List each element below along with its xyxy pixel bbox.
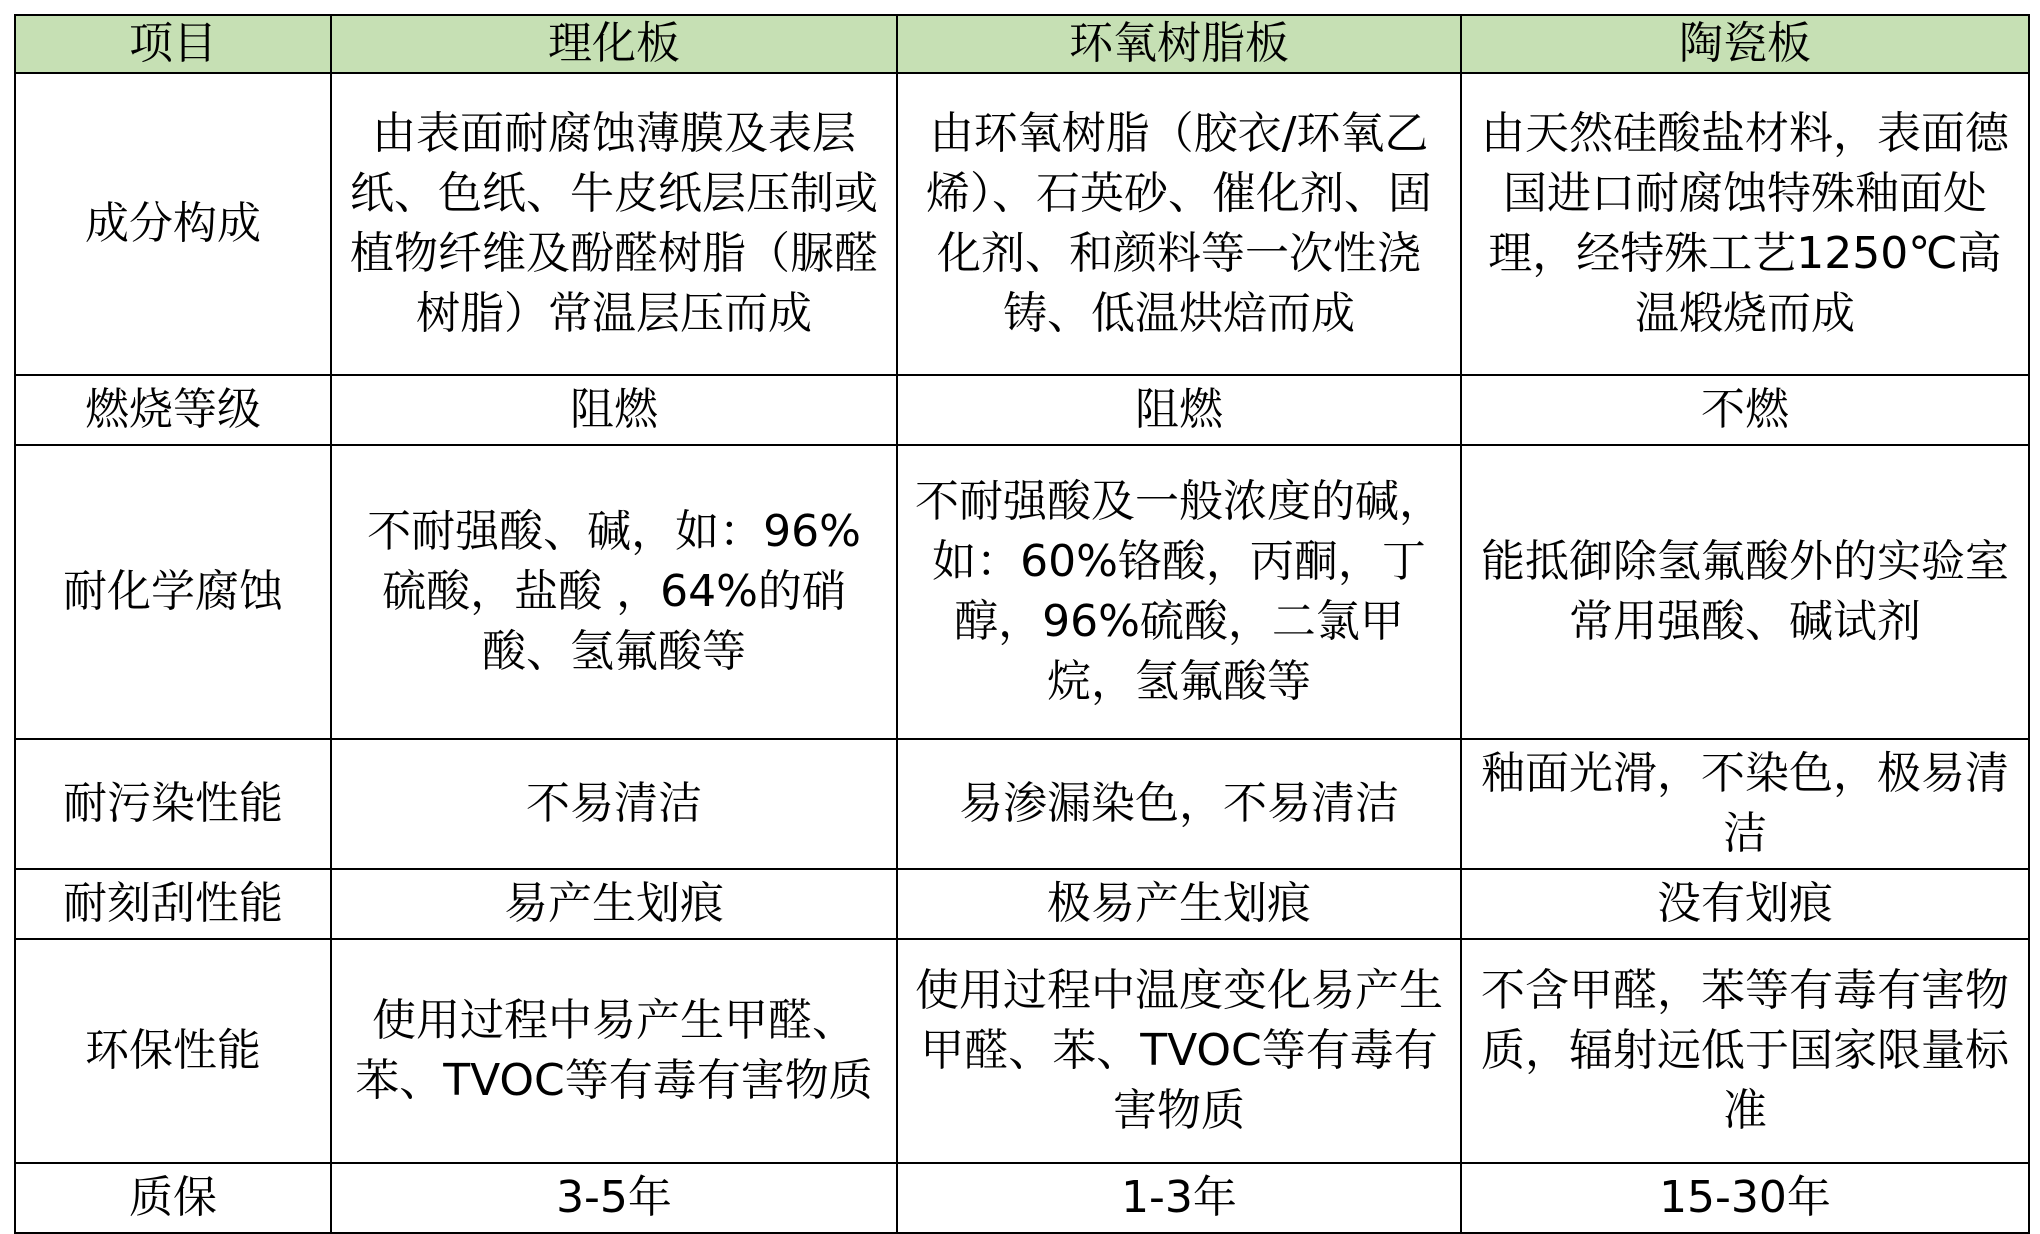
row-label-warranty: 质保 bbox=[15, 1163, 331, 1233]
cell-warranty-ceramic: 15-30年 bbox=[1461, 1163, 2029, 1233]
cell-warranty-epoxy: 1-3年 bbox=[897, 1163, 1461, 1233]
cell-fire-epoxy: 阻燃 bbox=[897, 375, 1461, 445]
row-label-scratch-resistance: 耐刻刮性能 bbox=[15, 869, 331, 939]
table-row bbox=[15, 739, 2029, 869]
cell-chemical-physicochemical: 不耐强酸、碱，如：96%硫酸，盐酸 ，64%的硝酸、氢氟酸等 bbox=[331, 445, 897, 739]
cell-composition-epoxy: 由环氧树脂（胶衣/环氧乙烯）、石英砂、催化剂、固化剂、和颜料等一次性浇铸、低温烘焙而成 bbox=[897, 73, 1461, 375]
cell-environmental-epoxy: 使用过程中温度变化易产生甲醛、苯、TVOC等有毒有害物质 bbox=[897, 939, 1461, 1163]
cell-environmental-physicochemical: 使用过程中易产生甲醛、苯、TVOC等有毒有害物质 bbox=[331, 939, 897, 1163]
table-row bbox=[15, 445, 2029, 739]
cell-fire-physicochemical: 阻燃 bbox=[331, 375, 897, 445]
header-row bbox=[15, 15, 2029, 73]
header-item: 项目 bbox=[15, 15, 331, 73]
table-row bbox=[15, 1163, 2029, 1233]
cell-chemical-ceramic: 能抵御除氢氟酸外的实验室常用强酸、碱试剂 bbox=[1461, 445, 2029, 739]
cell-stain-physicochemical: 不易清洁 bbox=[331, 739, 897, 869]
cell-scratch-ceramic: 没有划痕 bbox=[1461, 869, 2029, 939]
row-label-composition: 成分构成 bbox=[15, 73, 331, 375]
cell-fire-ceramic: 不燃 bbox=[1461, 375, 2029, 445]
header-physicochemical-board: 理化板 bbox=[331, 15, 897, 73]
comparison-table bbox=[14, 14, 2030, 1234]
header-ceramic-board: 陶瓷板 bbox=[1461, 15, 2029, 73]
cell-composition-physicochemical: 由表面耐腐蚀薄膜及表层纸、色纸、牛皮纸层压制或植物纤维及酚醛树脂（脲醛树脂）常温层压而成 bbox=[331, 73, 897, 375]
cell-environmental-ceramic: 不含甲醛，苯等有毒有害物质，辐射远低于国家限量标准 bbox=[1461, 939, 2029, 1163]
table-row bbox=[15, 73, 2029, 375]
cell-warranty-physicochemical: 3-5年 bbox=[331, 1163, 897, 1233]
table-row bbox=[15, 375, 2029, 445]
header-epoxy-resin-board: 环氧树脂板 bbox=[897, 15, 1461, 73]
row-label-stain-resistance: 耐污染性能 bbox=[15, 739, 331, 869]
cell-stain-epoxy: 易渗漏染色，不易清洁 bbox=[897, 739, 1461, 869]
cell-chemical-epoxy: 不耐强酸及一般浓度的碱，如：60%铬酸，丙酮，丁醇，96%硫酸，二氯甲烷，氢氟酸等 bbox=[897, 445, 1461, 739]
row-label-environmental: 环保性能 bbox=[15, 939, 331, 1163]
cell-composition-ceramic: 由天然硅酸盐材料，表面德国进口耐腐蚀特殊釉面处理，经特殊工艺1250℃高温煅烧而成 bbox=[1461, 73, 2029, 375]
cell-stain-ceramic: 釉面光滑，不染色，极易清洁 bbox=[1461, 739, 2029, 869]
table-row bbox=[15, 869, 2029, 939]
row-label-fire-rating: 燃烧等级 bbox=[15, 375, 331, 445]
row-label-chemical-resistance: 耐化学腐蚀 bbox=[15, 445, 331, 739]
cell-scratch-physicochemical: 易产生划痕 bbox=[331, 869, 897, 939]
table-row bbox=[15, 939, 2029, 1163]
cell-scratch-epoxy: 极易产生划痕 bbox=[897, 869, 1461, 939]
